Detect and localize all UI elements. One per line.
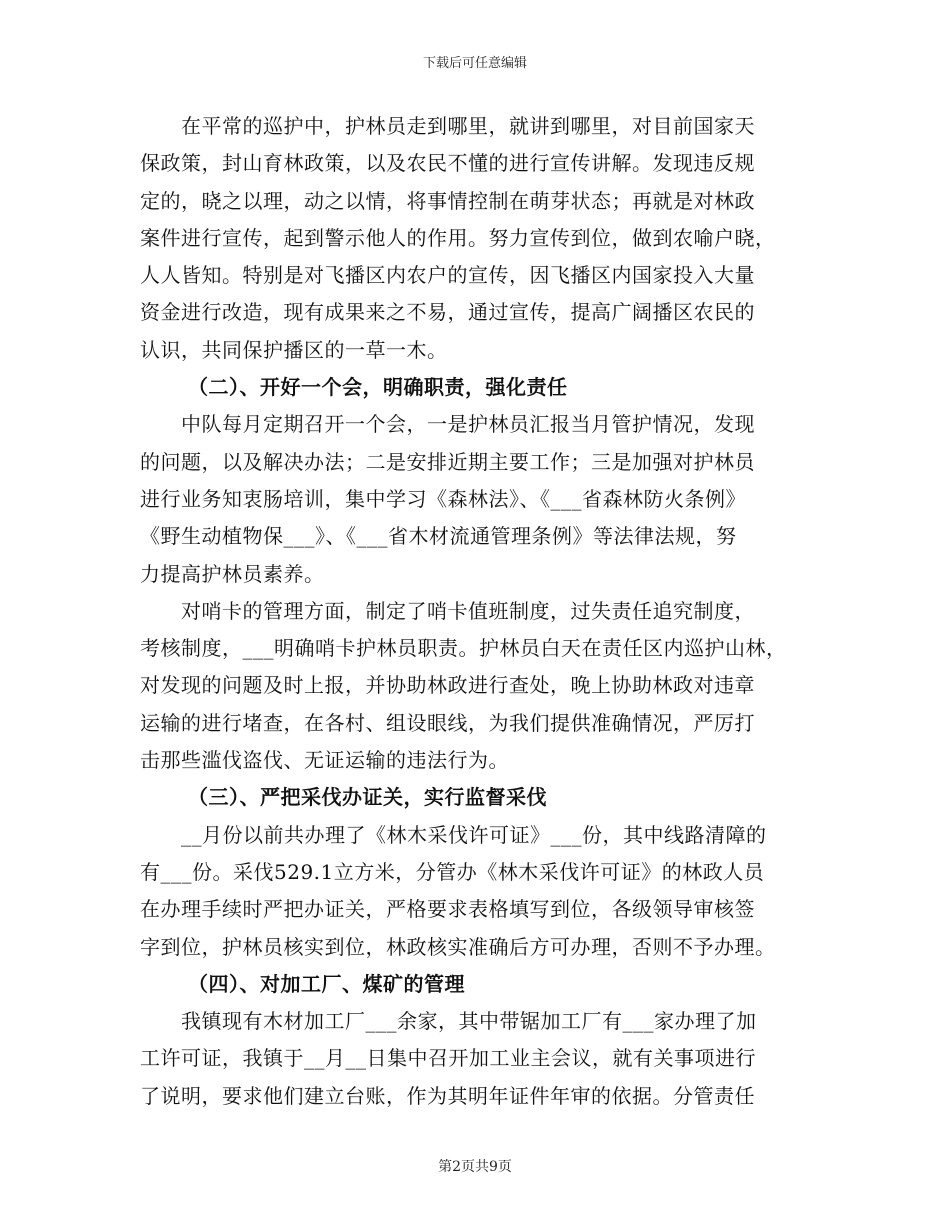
page-header: 下载后可任意编辑 bbox=[422, 56, 527, 71]
paragraph-line: 定的，晓之以理，动之以情，将事情控制在萌芽状态；再就是对林政 bbox=[140, 188, 755, 213]
paragraph-line: 《野生动植物保___》、《___省木材流通管理条例》等法律法规，努 bbox=[140, 524, 737, 549]
paragraph-line: 案件进行宣传，起到警示他人的作用。努力宣传到位，做到农喻户晓， bbox=[140, 225, 776, 250]
paragraph bbox=[140, 1003, 800, 1115]
paragraph-line: 人人皆知。特别是对飞播区内农户的宣传，因飞播区内国家投入大量 bbox=[140, 263, 755, 288]
paragraph-line: 对哨卡的管理方面，制定了哨卡值班制度，过失责任追究制度， bbox=[140, 598, 755, 623]
paragraph-line: 有___份。采伐529.1立方米，分管办《林木采伐许可证》的林政人员 bbox=[140, 859, 765, 884]
paragraph-line: 的问题，以及解决办法；二是安排近期主要工作；三是加强对护林员 bbox=[140, 449, 755, 474]
paragraph-line: 力提高护林员素养。 bbox=[140, 561, 325, 586]
paragraph-line: 中队每月定期召开一个会，一是护林员汇报当月管护情况，发现 bbox=[140, 412, 755, 437]
paragraph-line: 在办理手续时严把办证关，严格要求表格填写到位，各级领导审核签 bbox=[140, 897, 755, 922]
section-heading: （四）、对加工厂、煤矿的管理 bbox=[188, 971, 465, 996]
page-footer: 第2页共9页 bbox=[438, 1159, 512, 1175]
paragraph-line: 考核制度，___明确哨卡护林员职责。护林员白天在责任区内巡护山林， bbox=[140, 636, 787, 661]
paragraph-line: 了说明，要求他们建立台账，作为其明年证件年审的依据。分管责任 bbox=[140, 1083, 755, 1108]
paragraph bbox=[140, 108, 800, 369]
section-heading: （二）、开好一个会，明确职责，强化责任 bbox=[188, 375, 568, 400]
paragraph-line: 击那些滥伐盗伐、无证运输的违法行为。 bbox=[140, 748, 509, 773]
paragraph-line: 我镇现有木材加工厂___余家，其中带锯加工厂有___家办理了加 bbox=[140, 1009, 757, 1034]
paragraph-line: 在平常的巡护中，护林员走到哪里，就讲到哪里，对目前国家天 bbox=[140, 114, 755, 138]
paragraph bbox=[140, 593, 800, 779]
paragraph-line: 工许可证，我镇于__月__日集中召开加工业主会议，就有关事项进行 bbox=[140, 1046, 756, 1071]
paragraph-line: 字到位，护林员核实到位，林政核实准确后方可办理，否则不予办理。 bbox=[140, 934, 776, 959]
paragraph-line: 对发现的问题及时上报，并协助林政进行查处，晚上协助林政对违章 bbox=[140, 673, 755, 698]
section-heading: （三）、严把采伐办证关，实行监督采伐 bbox=[188, 785, 547, 810]
paragraph-line: __月份以前共办理了《林木采伐许可证》___份，其中线路清障的 bbox=[140, 822, 767, 847]
paragraph-line: 保政策，封山育林政策，以及农民不懂的进行宣传讲解。发现违反规 bbox=[140, 151, 755, 176]
paragraph-line: 运输的进行堵查，在各村、组设眼线，为我们提供准确情况，严厉打 bbox=[140, 710, 755, 735]
document-body bbox=[140, 108, 800, 1115]
paragraph-line: 资金进行改造，现有成果来之不易，通过宣传，提高广阔播区农民的 bbox=[140, 300, 755, 325]
paragraph-line: 进行业务知衷肠培训，集中学习《森林法》、《___省森林防火条例》 bbox=[140, 486, 746, 511]
paragraph-line: 认识，共同保护播区的一草一木。 bbox=[140, 337, 448, 362]
paragraph bbox=[140, 817, 800, 966]
paragraph bbox=[140, 406, 800, 592]
